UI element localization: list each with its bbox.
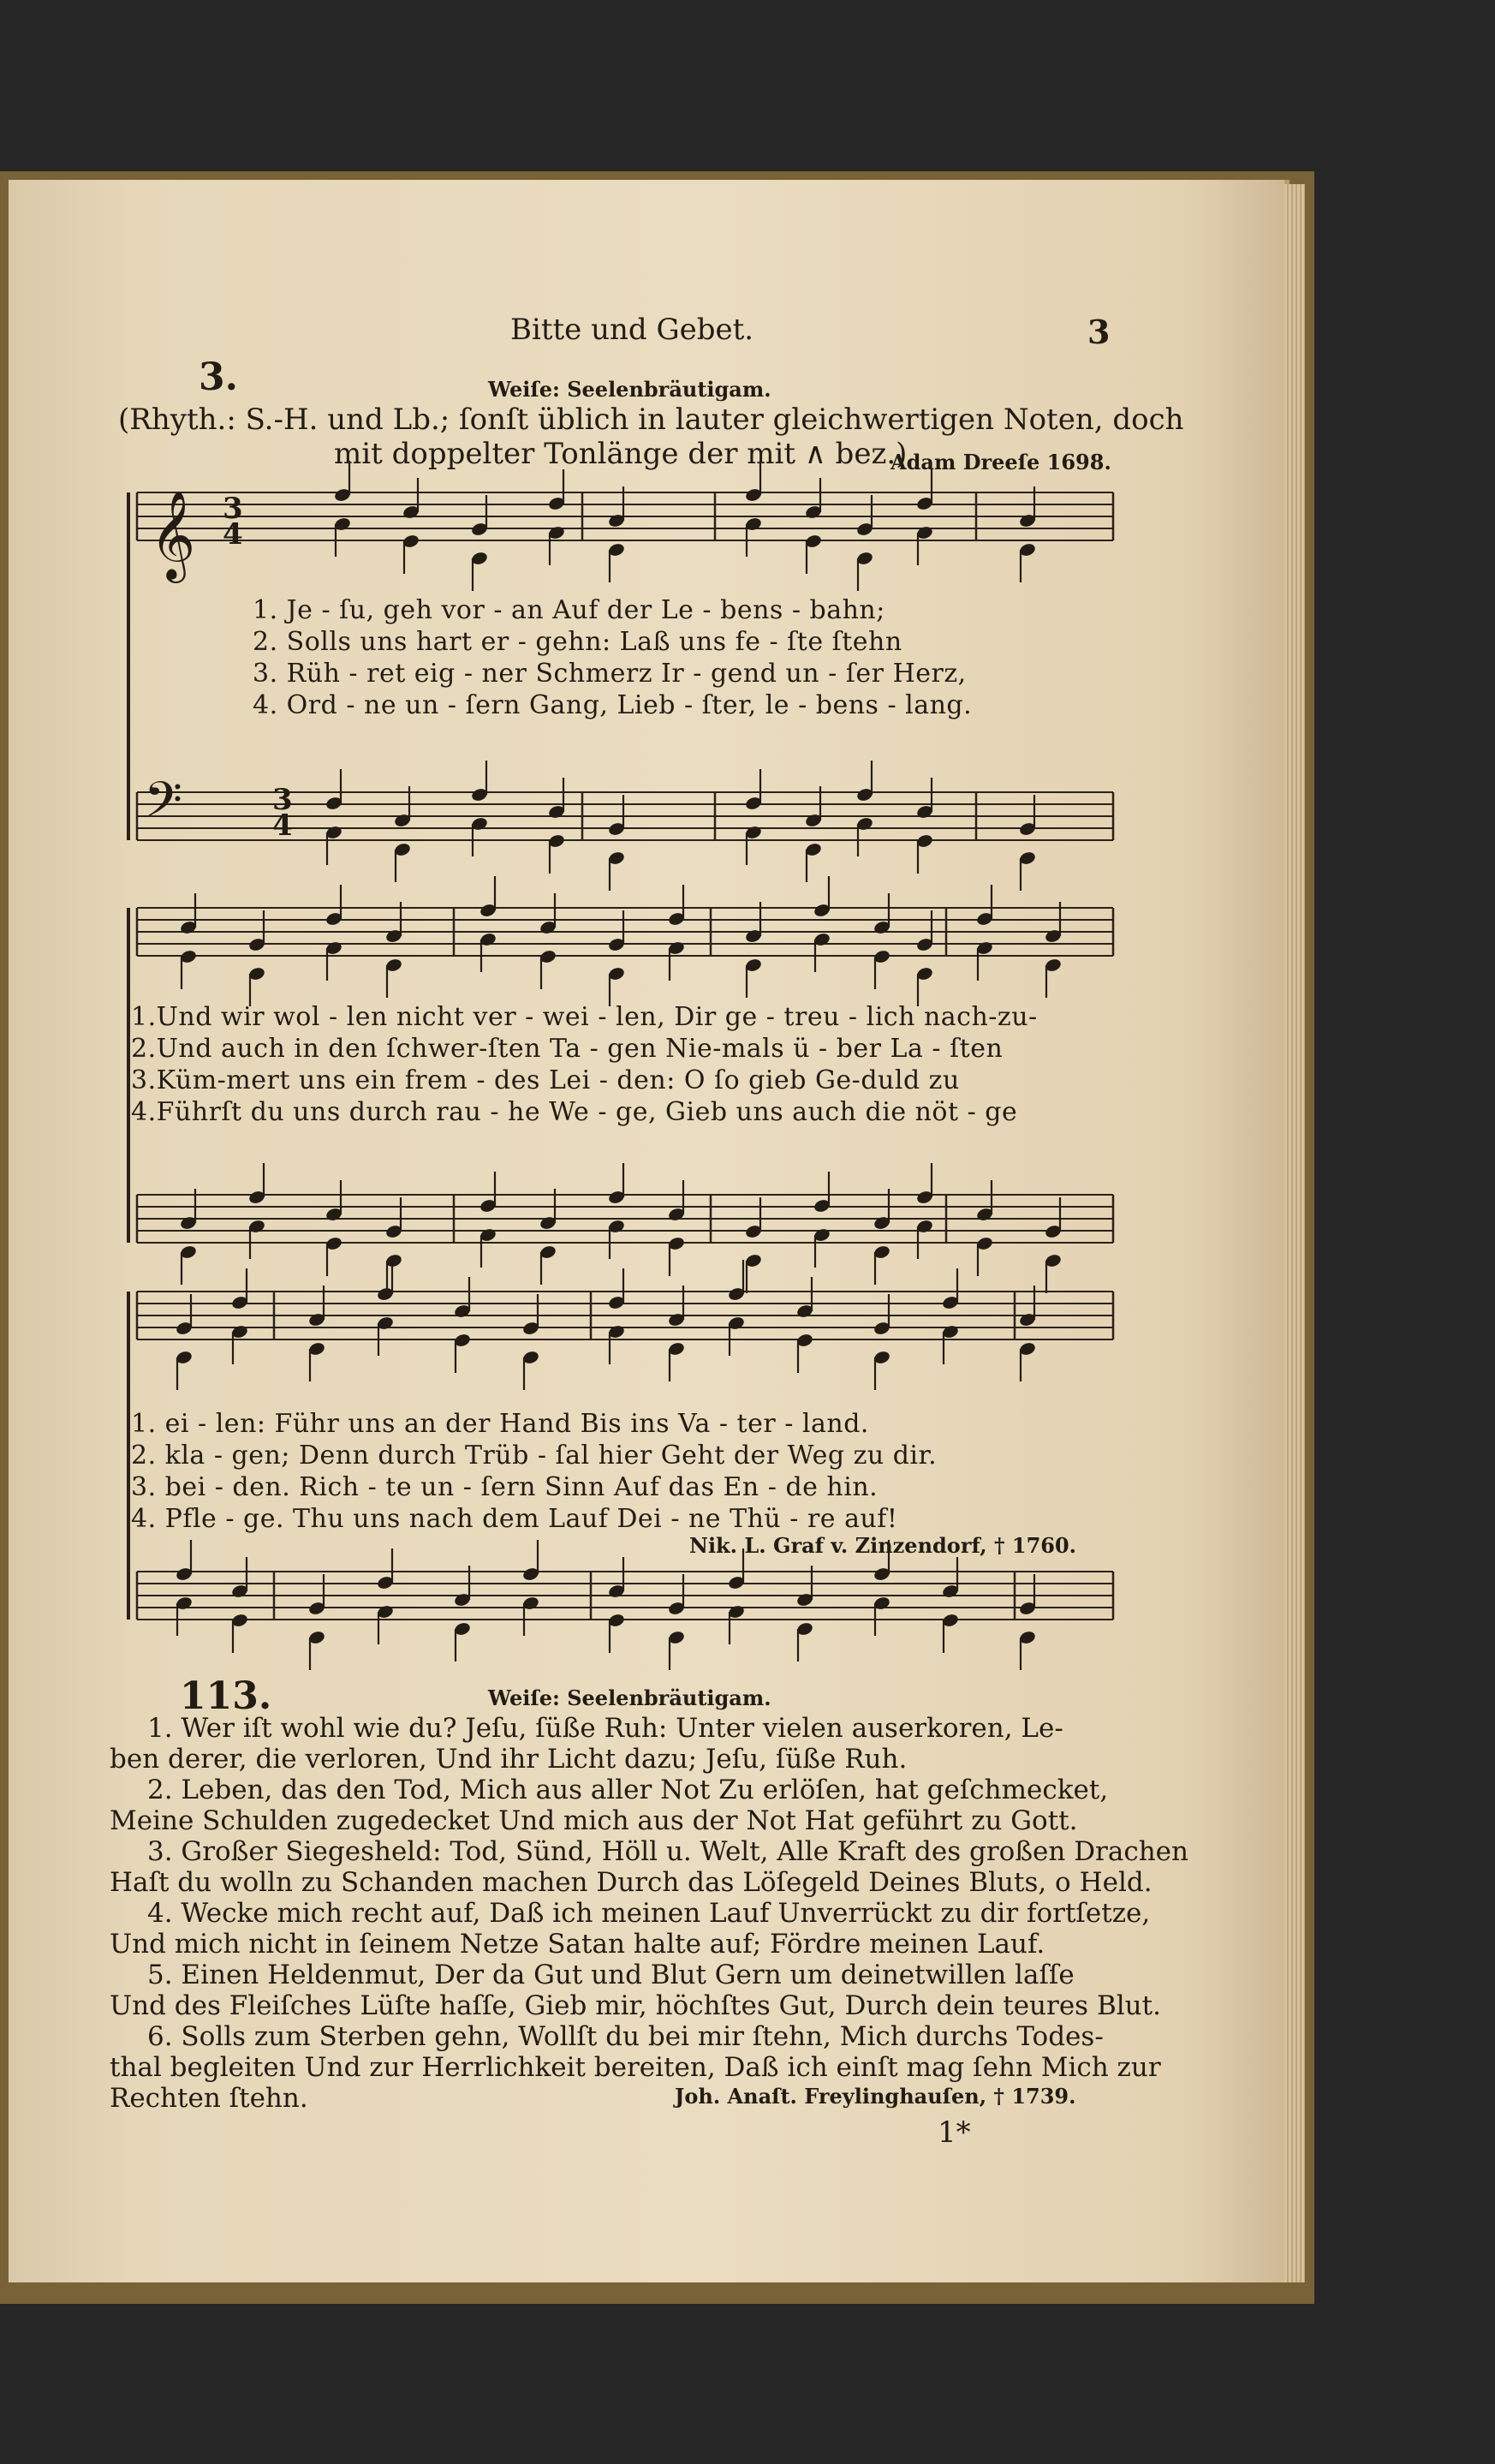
rhythm-note-line1: (Rhyth.: S.-H. und Lb.; ſonſt üblich in lauter gleichwertigen Noten, doch [118, 403, 1184, 437]
composer: Adam Dreeſe 1698. [890, 450, 1111, 474]
signature-mark: 1* [938, 2115, 971, 2150]
time-signature-bass: 3 [272, 783, 293, 817]
lyric-line: 3.Küm-mert uns ein frem - des Lei - den: O ſo gieb Ge-duld zu [131, 1065, 960, 1095]
verse-line: Und des Fleiſches Lüſte haſſe, Gieb mir, höchſtes Gut, Durch dein teures Blut. [110, 1990, 1161, 2021]
lyric-line: 4.Führſt du uns durch rau - he We - ge, Gieb uns auch die nöt - ge [131, 1097, 1018, 1127]
verse-line: 1. Wer iſt wohl wie du? Jeſu, ſüße Ruh: Unter vielen auserkoren, Le- [147, 1713, 1063, 1744]
verse-line: ben derer, die verloren, Und ihr Licht dazu; Jeſu, ſüße Ruh. [110, 1744, 908, 1775]
verse-line: 2. Leben, das den Tod, Mich aus aller Not Zu erlöſen, hat geſchmecket, [147, 1775, 1109, 1805]
page-number: 3 [1087, 313, 1111, 351]
rhythm-note-line2: mit doppelter Tonlänge der mit ∧ bez.) [334, 437, 908, 471]
lyric-line: 2. Solls uns hart er - gehn: Laß uns fe - ſte ſtehn [253, 627, 902, 657]
time-signature-top-den: 4 [223, 517, 243, 552]
lyric-line: 4. Pfle - ge. Thu uns nach dem Lauf Dei - ne Thü - re auf! [131, 1504, 898, 1534]
verse-line: thal begleiten Und zur Herrlichkeit bereiten, Daß ich einſt mag ſehn Mich zur [110, 2052, 1161, 2083]
verse-line: Rechten ſtehn. [110, 2083, 308, 2114]
verse-line: Meine Schulden zugedecket Und mich aus der Not Hat geführt zu Gott. [110, 1805, 1078, 1836]
verse-line: Und mich nicht in ſeinem Netze Satan halte auf; Fördre meinen Lauf. [110, 1929, 1045, 1960]
hymn-author: Joh. Anaſt. Freylinghauſen, † 1739. [675, 2084, 1076, 2109]
lyric-line: 1. ei - len: Führ uns an der Hand Bis ins Va - ter - land. [131, 1409, 869, 1439]
lyric-line: 1.Und wir wol - len nicht ver - wei - len, Dir ge - treu - lich nach-zu- [131, 1002, 1038, 1032]
treble-clef: 𝄞 [150, 490, 196, 580]
verse-line: 5. Einen Heldenmut, Der da Gut und Blut Gern um deinetwillen laſſe [147, 1960, 1075, 1990]
lyric-line: 2. kla - gen; Denn durch Trüb - ſal hier Geht der Weg zu dir. [131, 1441, 938, 1471]
lyric-line: 4. Ord - ne un - ſern Gang, Lieb - ſter, le - bens - lang. [253, 690, 973, 720]
hymn-author: Nik. L. Graf v. Zinzendorf, † 1760. [689, 1533, 1077, 1558]
lyric-line: 1. Je - ſu, geh vor - an Auf der Le - bens - bahn; [253, 595, 885, 625]
running-head: Bitte und Gebet. [510, 313, 754, 347]
lyric-line: 3. bei - den. Rich - te un - ſern Sinn Auf das En - de hin. [131, 1472, 879, 1502]
verse-line: 4. Wecke mich recht auf, Daß ich meinen Lauf Unverrückt zu dir fortſetze, [147, 1898, 1151, 1929]
lyric-line: 2.Und auch in den ſchwer-ſten Ta - gen Nie-mals ü - ber La - ſten [131, 1034, 1004, 1064]
verse-line: 6. Solls zum Sterben gehn, Wollſt du bei mir ſtehn, Mich durchs Todes- [147, 2021, 1104, 2052]
hymn-number: 113. [180, 1674, 272, 1718]
verse-line: 3. Großer Siegesheld: Tod, Sünd, Höll u. Welt, Alle Kraft des großen Drachen [147, 1836, 1188, 1867]
tune-name: Weiſe: Seelenbräutigam. [488, 377, 771, 402]
verse-line: Haſt du wolln zu Schanden machen Durch das Löſegeld Deines Bluts, o Held. [110, 1867, 1153, 1898]
time-signature-bass-den: 4 [272, 808, 293, 843]
hymn-number: 3. [199, 355, 238, 399]
tune-name: Weiſe: Seelenbräutigam. [488, 1685, 771, 1710]
time-signature-top: 3 [223, 492, 243, 526]
bass-clef: 𝄢 [144, 771, 183, 841]
lyric-line: 3. Rüh - ret eig - ner Schmerz Ir - gend un - ſer Herz, [253, 659, 967, 689]
